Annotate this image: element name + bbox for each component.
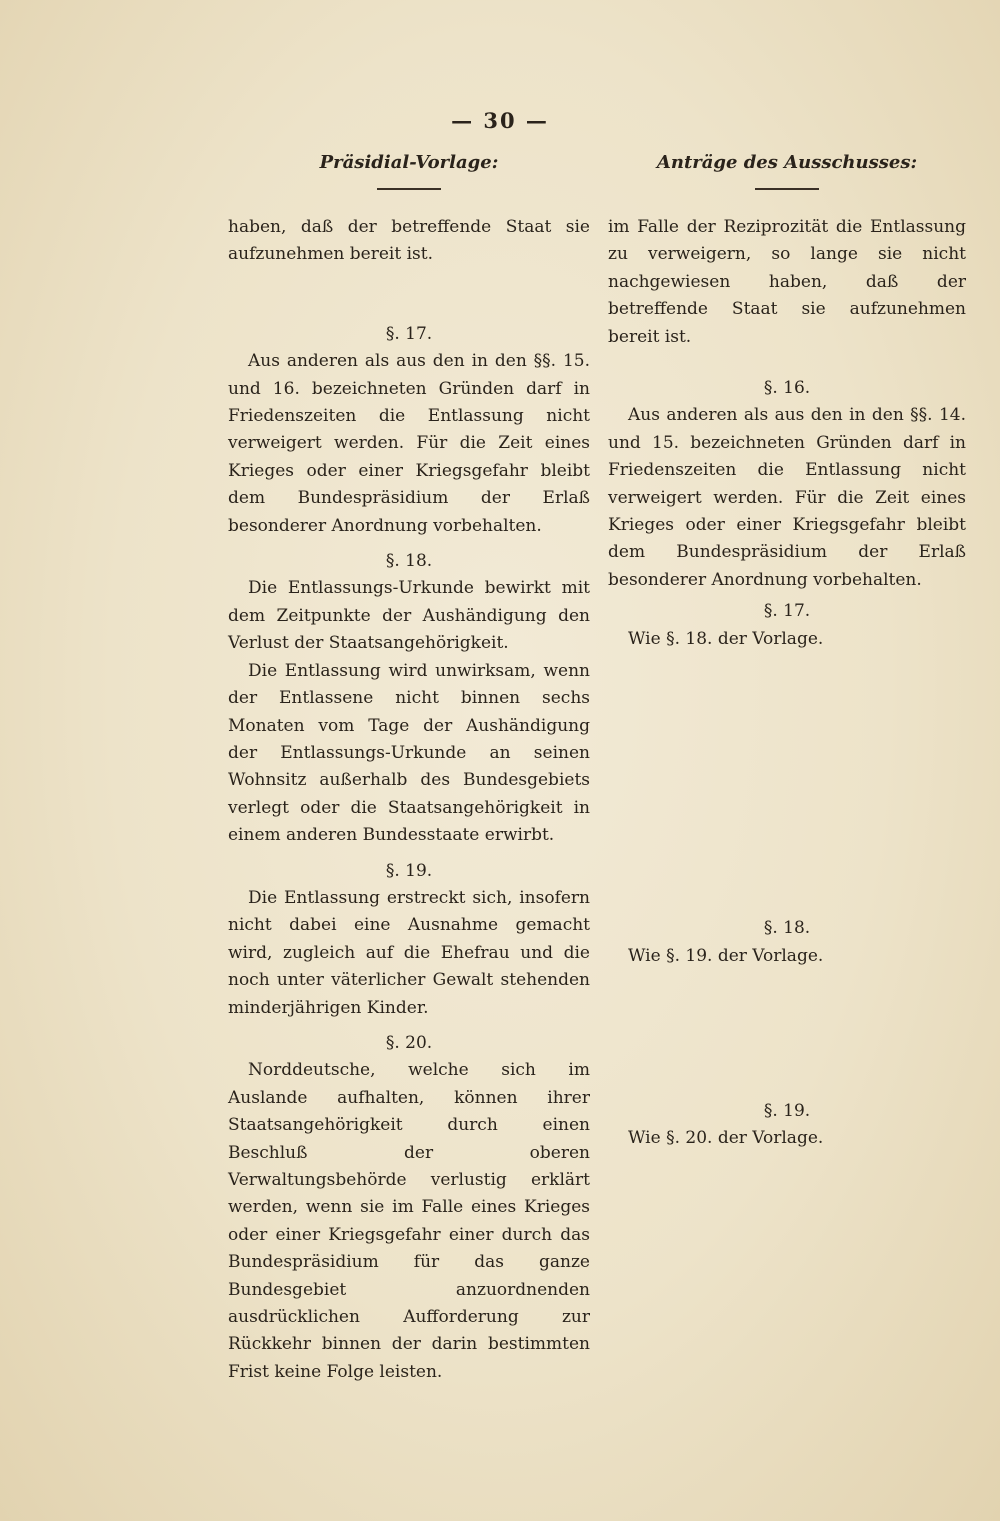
right-section-18-text: Wie §. 19. der Vorlage. xyxy=(628,945,824,966)
left-intro-paragraph: haben, daß der betreffende Staat sie aufzunehmen bereit ist. xyxy=(228,217,590,265)
left-column-header: Präsidial-Vorlage: xyxy=(319,152,499,173)
left-section-17-heading: §. 17. xyxy=(385,323,433,344)
left-section-19-text: Die Entlassung erstreckt sich, insofern nicht dabei eine Ausnahme gemacht wird, zugleich auf die Ehefrau und die noch unter väterlicher Gewalt stehenden minderjährigen Kinder. xyxy=(228,887,590,1018)
right-header-rule xyxy=(755,188,819,190)
right-section-19-heading: §. 19. xyxy=(763,1100,811,1121)
right-column xyxy=(608,150,966,1153)
right-column-header: Anträge des Ausschusses: xyxy=(656,152,918,173)
right-section-17-text: Wie §. 18. der Vorlage. xyxy=(628,628,824,649)
right-section-18-heading: §. 18. xyxy=(763,918,811,939)
right-intro-paragraph: im Falle der Reziprozität die Entlassung zu verweigern, so lange sie nicht nachgewiesen haben, daß der betreffende Staat sie aufzunehmen bereit ist. xyxy=(608,217,966,347)
right-section-17-heading: §. 17. xyxy=(763,601,811,622)
left-section-18-text-2: Die Entlassung wird unwirksam, wenn der Entlassene nicht binnen sechs Monaten vom Tage der Aushändigung der Entlassungs-Urkunde an seinen Wohnsitz außerhalb des Bundesgebiets verlegt oder die Staatsangehörigkeit in einem anderen Bundesstaate erwirbt. xyxy=(228,660,590,846)
right-section-16-text: Aus anderen als aus den in den §§. 14. und 15. bezeichneten Gründen darf in Friedenszeiten die Entlassung nicht verweigert werden. Für die Zeit eines Krieges oder einer Kriegsgefahr bleibt dem Bundespräsidium der Erlaß besonderer Anordnung vorbehalten. xyxy=(608,405,966,590)
right-section-16-heading: §. 16. xyxy=(763,378,811,399)
left-section-19-heading: §. 19. xyxy=(385,860,433,881)
left-section-18-text-1: Die Entlassungs-Urkunde bewirkt mit dem Zeitpunkte der Aushändigung den Verlust der Staatsangehörigkeit. xyxy=(228,578,590,654)
left-section-17-text: Aus anderen als aus den in den §§. 15. und 16. bezeichneten Gründen darf in Friedenszeiten die Entlassung nicht verweigert werden. Für die Zeit eines Krieges oder einer Kriegsgefahr bleibt dem Bundespräsidium der Erlaß besonderer Anordnung vorbehalten. xyxy=(228,351,590,536)
right-section-19-text: Wie §. 20. der Vorlage. xyxy=(628,1128,824,1149)
left-column xyxy=(228,150,590,1386)
page-number: — 30 — xyxy=(451,108,549,133)
left-header-rule xyxy=(377,188,441,190)
left-section-18-heading: §. 18. xyxy=(385,551,433,572)
left-section-20-text: Norddeutsche, welche sich im Auslande aufhalten, können ihrer Staatsangehörigkeit durch einen Beschluß der oberen Verwaltungsbehörde verlustig erklärt werden, wenn sie im Falle eines Krieges oder einer Kriegsgefahr einer durch das Bundespräsidium für das ganze Bundesgebiet anzuordnenden ausdrücklichen Aufforderung zur Rückkehr binnen der darin bestimmten Frist keine Folge leisten. xyxy=(228,1060,590,1382)
left-section-20-heading: §. 20. xyxy=(385,1032,433,1053)
